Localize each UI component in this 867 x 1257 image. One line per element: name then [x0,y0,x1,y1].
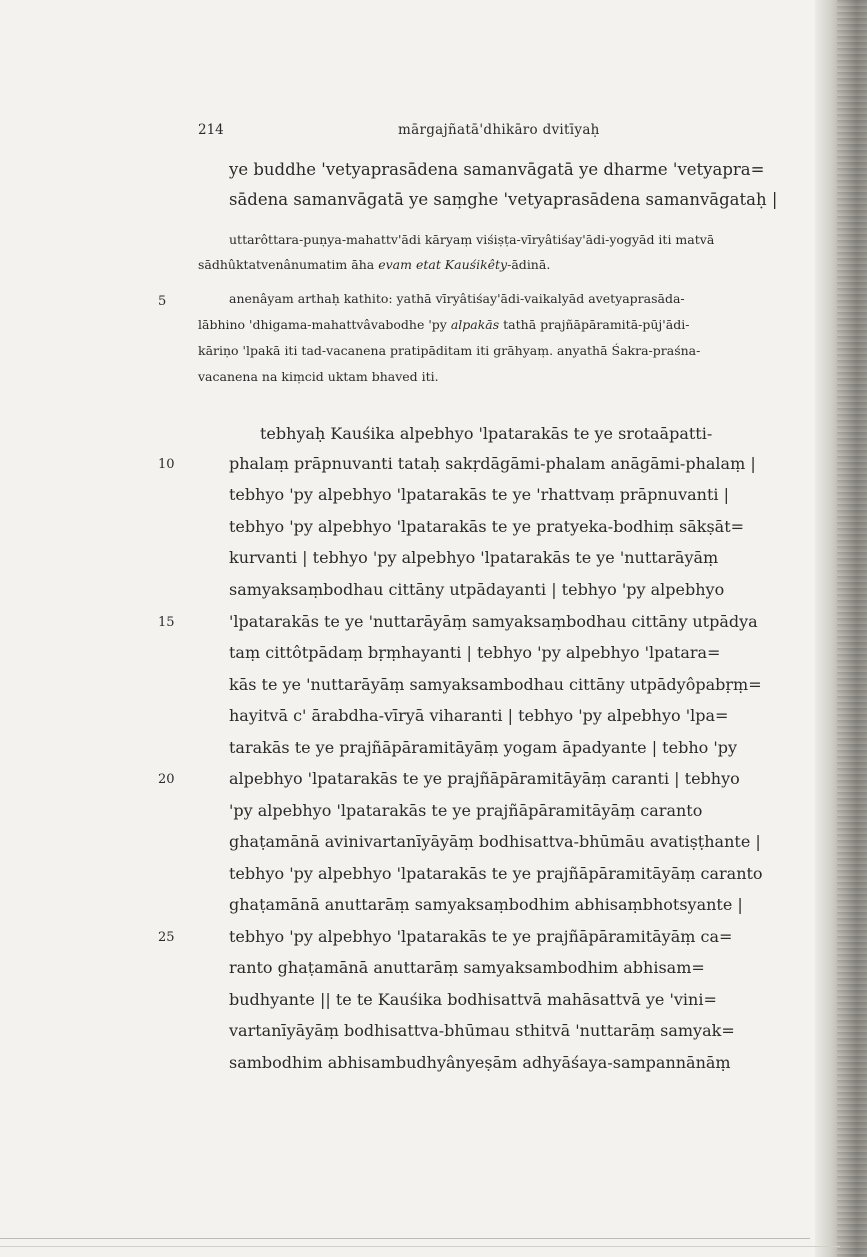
verse-line: sādena samanvāgatā ye saṃghe 'vetyaprasādena samanvāgataḥ | [229,190,778,209]
main-text-line: 'lpatarakās te ye 'nuttarāyāṃ samyaksaṃbodhau cittāny utpādya [229,612,758,631]
main-text-line: hayitvā c' ārabdha-vīryā viharanti | tebhyo 'py alpebhyo 'lpa= [229,706,729,725]
main-text-line: 'py alpebhyo 'lpatarakās te ye prajñāpāramitāyāṃ caranto [229,801,703,820]
page-number: 214 [198,122,224,138]
line-number: 25 [158,930,175,945]
main-text-line: kās te ye 'nuttarāyāṃ samyaksambodhau cittāny utpādyôpabṛṃ= [229,675,762,694]
main-text-line: tebhyo 'py alpebhyo 'lpatarakās te ye prajñāpāramitāyāṃ ca= [229,927,733,946]
commentary-italic-word: alpakās [450,317,500,332]
main-text-line: kurvanti | tebhyo 'py alpebhyo 'lpatarakās te ye 'nuttarāyāṃ [229,548,719,567]
main-text-line: ghaṭamānā anuttarāṃ samyaksaṃbodhim abhisaṃbhotsyante | [229,895,743,914]
main-text-line: ranto ghaṭamānā anuttarāṃ samyaksambodhim abhisam= [229,958,705,977]
page-bottom-edge-lower [0,1246,840,1247]
commentary-line: uttarôttara-puṇya-mahattv'ādi kāryaṃ viśiṣṭa-vīryâtiśay'ādi-yogyād iti matvā [229,232,715,247]
page-bottom-edge [0,1238,810,1239]
verse-line: ye buddhe 'vetyaprasādena samanvāgatā ye dharme 'vetyapra= [229,160,765,179]
main-text-line: sambodhim abhisambudhyânyeṣām adhyāśaya-sampannānāṃ [229,1053,731,1072]
running-title: mārgajñatā'dhikāro dvitīyaḥ [398,122,600,138]
commentary-line: vacanena na kiṃcid uktam bhaved iti. [198,369,439,384]
commentary-italic-phrase: evam etat Kauśikêty- [378,257,512,272]
page-header [198,122,758,142]
line-number: 20 [158,772,175,787]
main-text-line: tebhyo 'py alpebhyo 'lpatarakās te ye pratyeka-bodhiṃ sākṣāt= [229,517,745,536]
main-text-line: ghaṭamānā avinivartanīyāyāṃ bodhisattva-bhūmāu avatiṣṭhante | [229,832,761,851]
commentary-line: kāriṇo 'lpakā iti tad-vacanena pratipāditam iti grāhyaṃ. anyathā Śakra-praśna- [198,343,701,358]
line-number: 15 [158,615,175,630]
main-text-line: vartanīyāyāṃ bodhisattva-bhūmau sthitvā 'nuttarāṃ samyak= [229,1021,735,1040]
commentary-line: anenâyam arthaḥ kathito: yathā vīryâtiśay'ādi-vaikalyād avetyaprasāda- [229,291,685,306]
main-text-line: tebhyo 'py alpebhyo 'lpatarakās te ye prajñāpāramitāyāṃ caranto [229,864,763,883]
commentary-line: sādhûktatvenânumatim āha evam etat Kauśikêty-ādinā. [198,257,551,272]
line-number: 10 [158,457,175,472]
main-text-line: budhyante || te te Kauśika bodhisattvā mahāsattvā ye 'vini= [229,990,717,1009]
main-text-line: phalaṃ prāpnuvanti tataḥ sakṛdāgāmi-phalam anāgāmi-phalaṃ | [229,454,756,473]
main-text-line: tarakās te ye prajñāpāramitāyāṃ yogam āpadyante | tebho 'py [229,738,738,757]
spine-texture [837,0,867,1257]
line-number: 5 [158,294,167,309]
main-text-line: samyaksaṃbodhau cittāny utpādayanti | tebhyo 'py alpebhyo [229,580,725,599]
main-text-line: tebhyaḥ Kauśika alpebhyo 'lpatarakās te ye srotaāpatti- [260,424,713,443]
main-text-line: tebhyo 'py alpebhyo 'lpatarakās te ye 'rhattvaṃ prāpnuvanti | [229,485,729,504]
main-text-line: alpebhyo 'lpatarakās te ye prajñāpāramitāyāṃ caranti | tebhyo [229,769,740,788]
main-text-line: taṃ cittôtpādaṃ bṛṃhayanti | tebhyo 'py alpebhyo 'lpatara= [229,643,721,662]
commentary-line: lābhino 'dhigama-mahattvâvabodhe 'py alpakās tathā prajñāpāramitā-pūj'ādi- [198,317,690,332]
